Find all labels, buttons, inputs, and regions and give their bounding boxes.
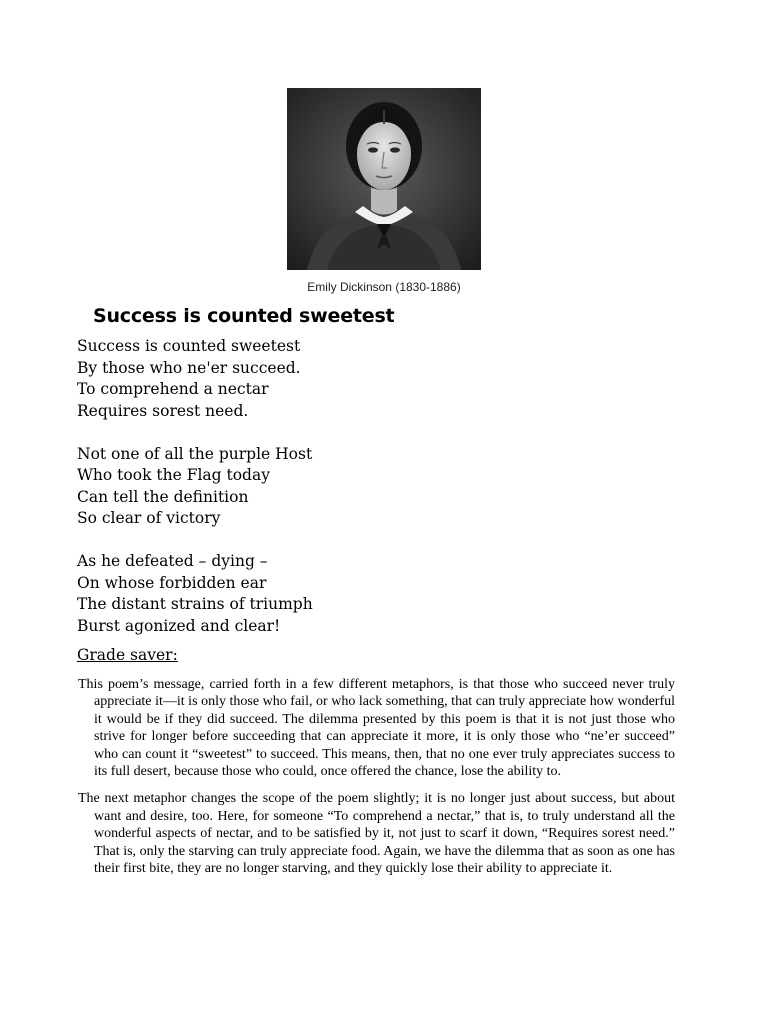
portrait-caption: Emily Dickinson (1830-1886) bbox=[307, 280, 461, 294]
poem-line: Burst agonized and clear! bbox=[77, 616, 281, 635]
poem-line: The distant strains of triumph bbox=[77, 595, 313, 613]
poem-line: On whose forbidden ear bbox=[77, 573, 267, 592]
poem-line: Requires sorest need. bbox=[77, 401, 249, 420]
poem-line: So clear of victory bbox=[77, 509, 221, 527]
poem-body bbox=[77, 336, 313, 659]
portrait-image bbox=[287, 88, 481, 270]
commentary-heading: Grade saver: bbox=[77, 646, 178, 664]
poem-line: By those who ne'er succeed. bbox=[77, 358, 301, 377]
stanza bbox=[77, 336, 313, 422]
poem-title: Success is counted sweetest bbox=[93, 305, 395, 327]
poem-line: Who took the Flag today bbox=[77, 466, 270, 484]
poem-line: Success is counted sweetest bbox=[77, 337, 301, 355]
commentary-body bbox=[78, 676, 675, 887]
stanza bbox=[77, 444, 313, 530]
poem-line: Can tell the definition bbox=[77, 487, 249, 506]
poem-line: Not one of all the purple Host bbox=[77, 444, 313, 463]
poem-line: As he defeated – dying – bbox=[77, 552, 268, 570]
poem-line: To comprehend a nectar bbox=[77, 380, 269, 398]
stanza bbox=[77, 551, 313, 637]
commentary-paragraph: The next metaphor changes the scope of the poem slightly; it is no longer just about success, but about want and desire, too. Here, for someone “To comprehend a nectar,” that is, to truly understand all the wonderful aspects of nectar, and to be satisfied by it, not just to scarf it down, “Requires sorest need.” That is, only the starving can truly appreciate food. Again, we have the dilemma that as soon as one has their first bite, they are no longer starving, and they quickly lose their ability to appreciate it. bbox=[78, 791, 675, 877]
commentary-paragraph: This poem’s message, carried forth in a few different metaphors, is that those who succeed never truly appreciate it—it is only those who fail, or who lack something, that can truly appreciate how wonderful it would be if they did succeed. The dilemma presented by this poem is that it is not just those who strive for longer before succeeding that can appreciate it more, it is only those who “ne’er succeed” who can count it “sweetest” to succeed. This means, then, that no one ever truly appreciates success to its full desert, because those who could, once offered the chance, lose the ability to. bbox=[78, 677, 675, 780]
